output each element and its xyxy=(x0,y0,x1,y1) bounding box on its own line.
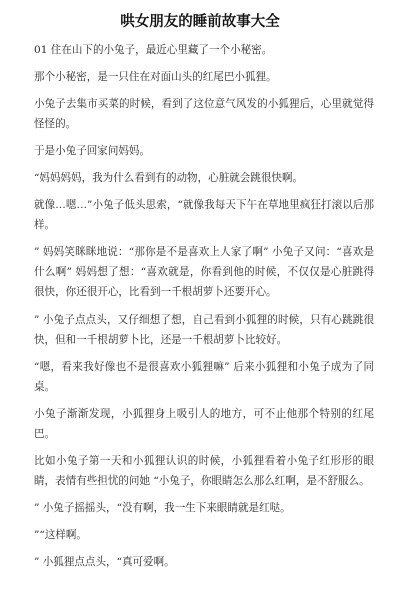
paragraph-13: ”“这样啊。 xyxy=(34,529,87,541)
paragraph-8: ” 小兔子点点头，又仔细想了想，自己看到小狐狸的时候，只有心跳跳很快，但和一千根胡萝卜比，还是一千根胡萝卜比较好。 xyxy=(34,314,374,347)
paragraph-10: 小兔子渐渐发现，小狐狸身上吸引人的地方，可不止他那个特别的红尾巴。 xyxy=(34,408,374,441)
paragraph-6: 就像…嗯…”小兔子低头思索，“就像我每天下午在草地里疯狂打滚以后那样。 xyxy=(34,199,374,232)
paragraph-9: “嗯，看来我好像也不是很喜欢小狐狸嘛” 后来小狐狸和小兔子成为了同桌。 xyxy=(34,361,374,394)
paragraph-11: 比如小兔子第一天和小狐狸认识的时候，小狐狸看着小兔子红形形的眼睛，表情有些担忧的问她 “小兔子，你眼睛怎么那么红啊，是不舒服么。 xyxy=(34,455,374,488)
paragraph-7: ” 妈妈笑眯眯地说：“那你是不是喜欢上人家了啊” 小兔子又问：“喜欢是什么啊” 妈妈想了想：“喜欢就是，你看到他的时候，不仅仅是心脏跳得很快，你还很开心，比看到一千根胡萝卜还要开心。 xyxy=(34,246,374,299)
page-title: 哄女朋友的睡前故事大全 xyxy=(120,14,280,30)
paragraph-12: ” 小兔子摇摇头，“没有啊，我一生下来眼睛就是红哒。 xyxy=(34,502,291,514)
paragraph-3: 小兔子去集市买菜的时候，看到了这位意气风发的小狐狸后，心里就觉得怪怪的。 xyxy=(34,98,374,131)
paragraph-2: 那个小秘密，是一只住在对面山头的红尾巴小狐狸。 xyxy=(34,71,277,83)
paragraph-5: “妈妈妈妈，我为什么看到有的动物，心脏就会跳很快啊。 xyxy=(34,172,304,184)
paragraph-1: 01 住在山下的小兔子，最近心里藏了一个小秘密。 xyxy=(34,44,273,56)
paragraph-4: 于是小兔子回家问妈妈。 xyxy=(34,145,151,157)
paragraph-14: ” 小狐狸点点头，“真可爱啊。 xyxy=(34,556,175,568)
